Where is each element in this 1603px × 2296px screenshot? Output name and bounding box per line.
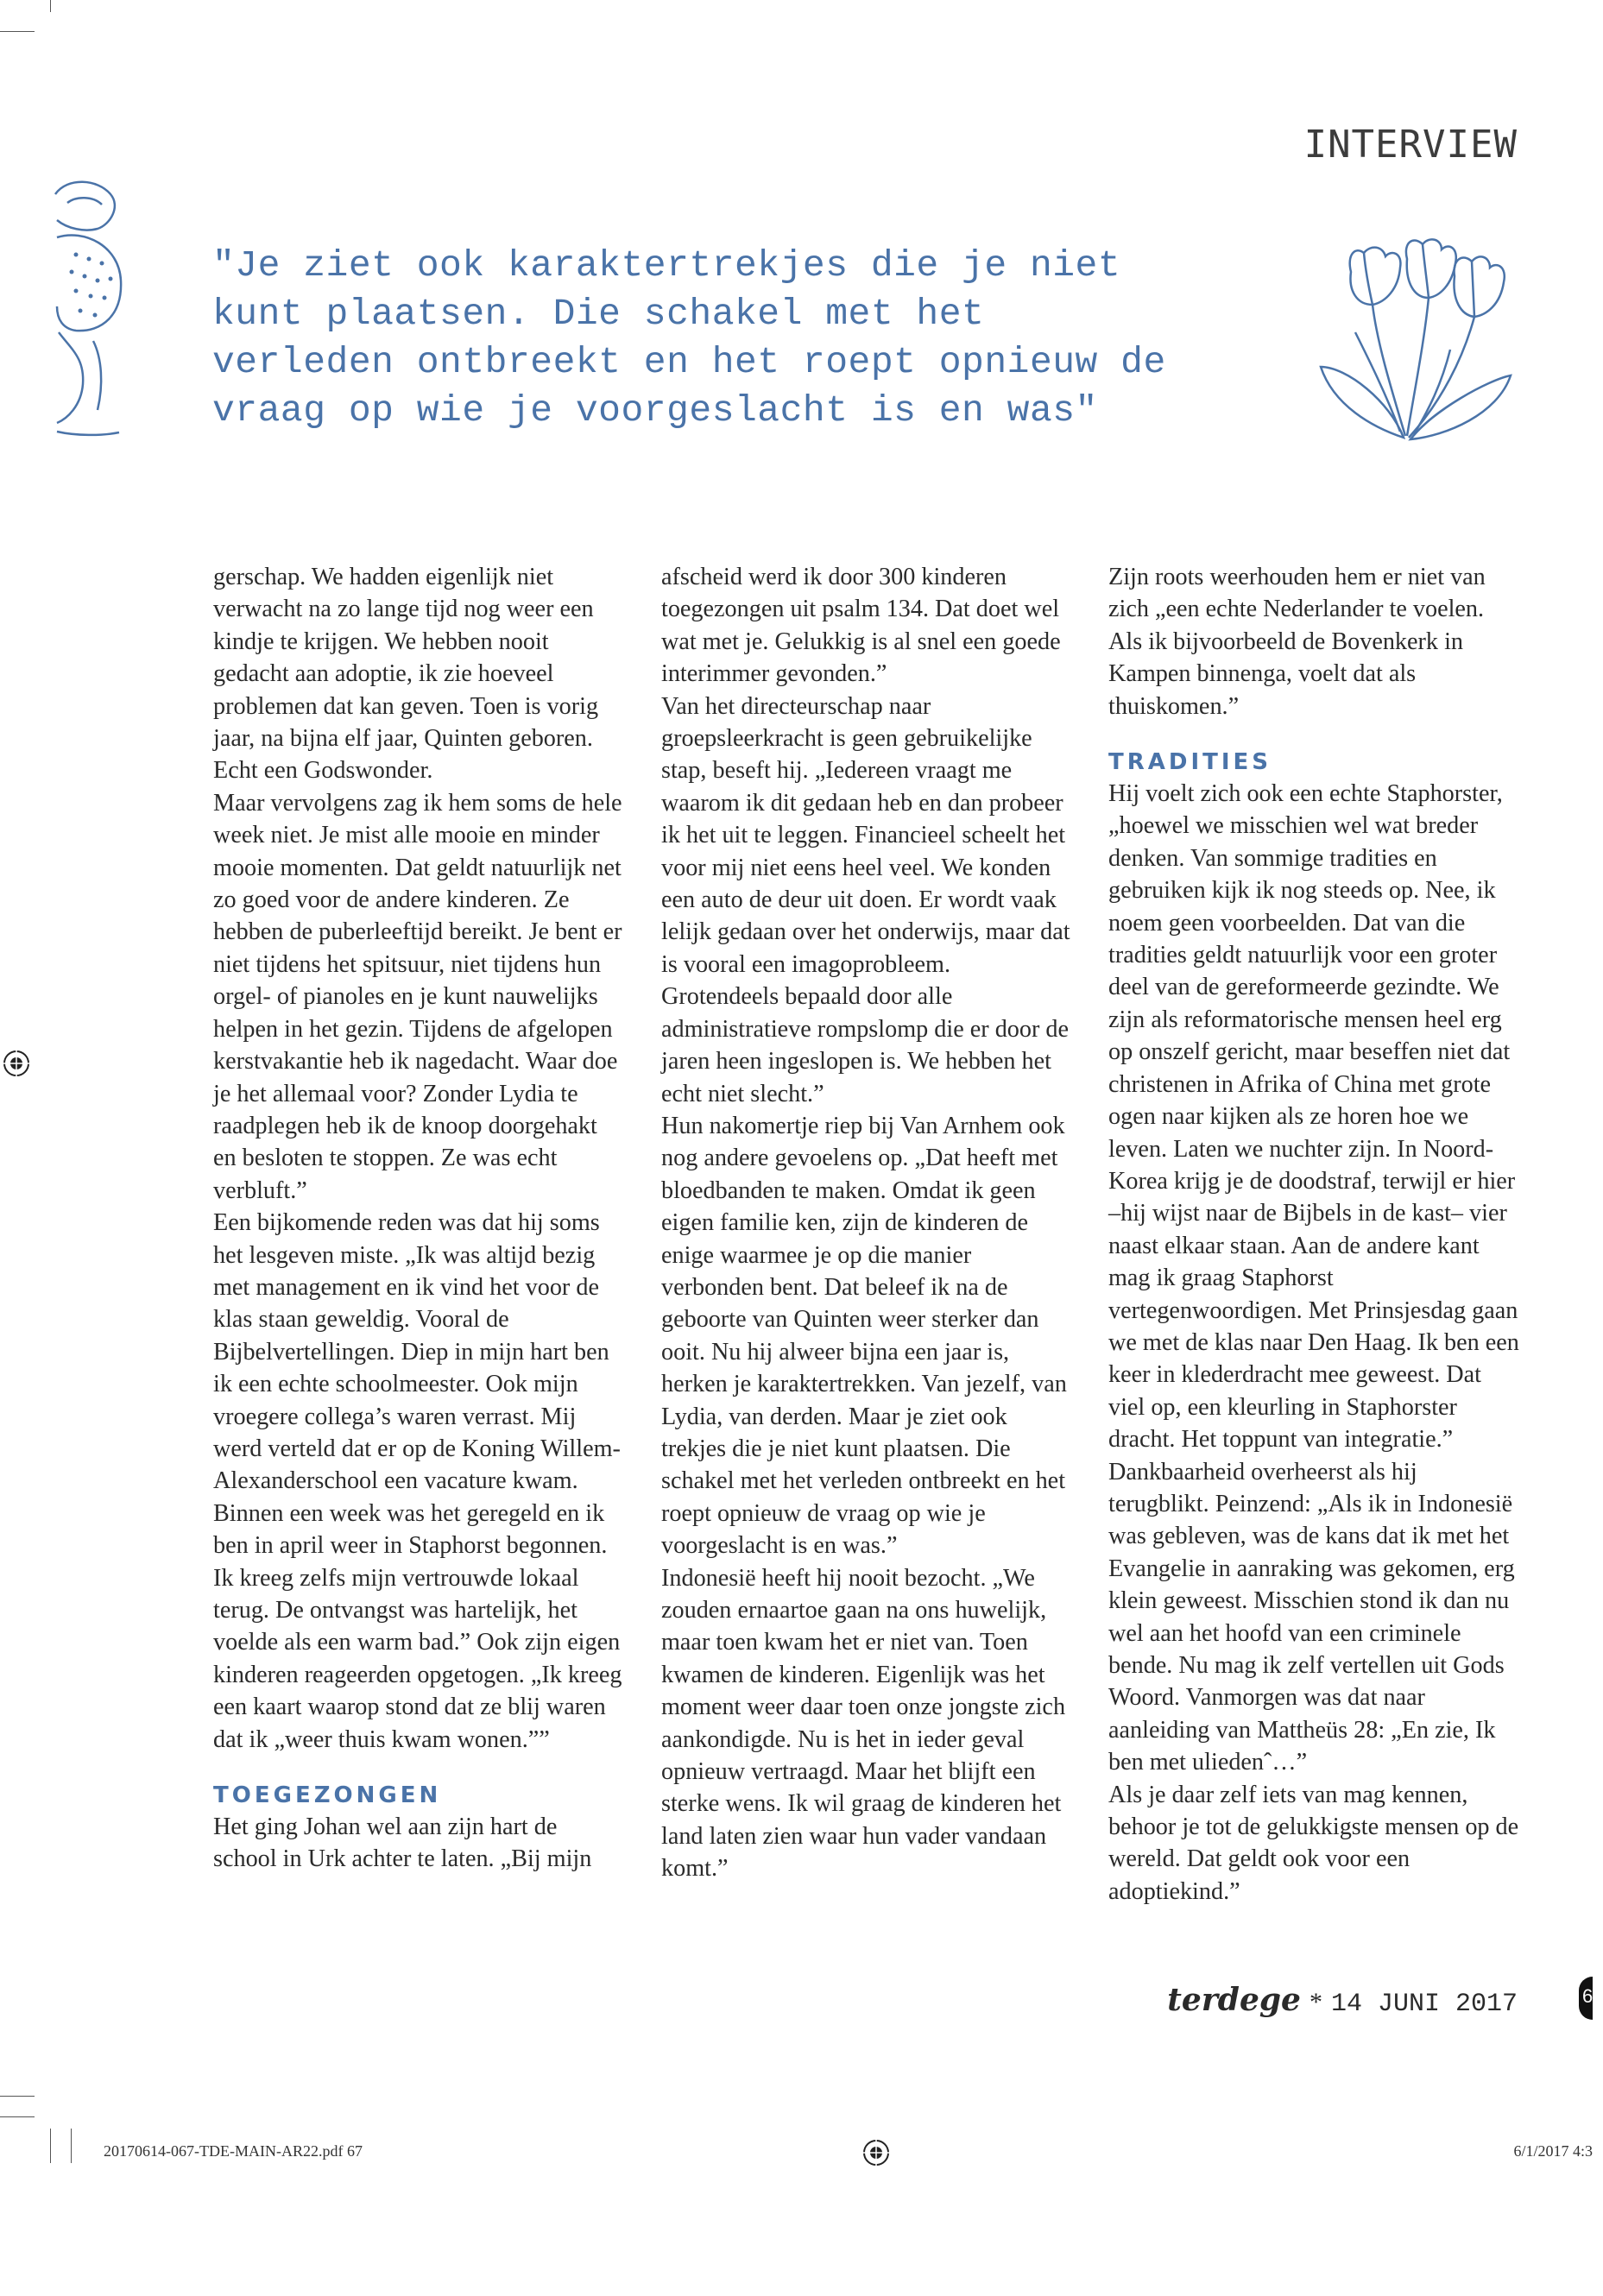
article-column-3 (1108, 561, 1521, 1908)
registration-mark-icon (861, 2138, 891, 2167)
subheading: TRADITIES (1108, 749, 1272, 776)
paragraph: Hij voelt zich ook een echte Staphorster, „hoewel we misschien wel wat breder denken. Van sommige tradities en gebruiken kijk ik nog steeds op. Nee, ik noem geen voorbeelden. Dat van die tradities geldt natuurlijk voor een groter deel van de gereformeerde gezindte. We zijn als reformatorische mensen heel erg op onszelf gericht, maar beseffen niet dat christenen in Afrika of China met grote ogen naar kijken als ze horen hoe we leven. Laten we nuchter zijn. In Noord-Korea krijg je de doodstraf, terwijl er hier –hij wijst naar de Bijbels in de kast– vier naast elkaar staan. Aan de andere kant mag ik graag Staphorst vertegenwoordigen. Met Prinsjesdag gaan we met de klas naar Den Haag. Ik ben een keer in klederdracht mee geweest. Dat viel op, een kleurling in Staphorster dracht. Het toppunt van integratie.” (1108, 780, 1519, 1454)
print-slug-date: 6/1/2017 4:3 (1513, 2142, 1593, 2160)
page-number: 67 (1582, 1985, 1603, 2007)
tulips-illustration (1303, 237, 1528, 462)
paragraph: afscheid werd ik door 300 kinderen toegezongen uit psalm 134. Dat doet wel wat met je. Gelukkig is al snel een goede interimmer gevonden.” (661, 564, 1061, 688)
paragraph: Dankbaarheid overheerst als hij terugblikt. Peinzend: „Als ik in Indonesië was gebleven, was de kans dat ik met het Evangelie in aanraking was gekomen, erg klein geweest. Misschien stond ik dan nu wel aan het hoofd van een criminele bende. Nu mag ik zelf vertellen uit Gods Woord. Vanmorgen was dat naar aanleiding van Mattheüs 28: „En zie, Ik ben met uliedenˆ…” (1108, 1458, 1515, 1776)
paragraph: Van het directeurschap naar groepsleerkracht is geen gebruikelijke stap, beseft hij. „Iedereen vraagt me waarom ik dit gedaan heb en dan probeer ik het uit te leggen. Financieel scheelt het voor mij niet eens heel veel. We konden een auto de deur uit doen. Er wordt vaak lelijk gedaan over het onderwijs, maar dat is vooral een imagoprobleem. Grotendeels bepaald door alle administratieve rompslomp die er door de jaren heen ingeslopen is. We hebben het echt niet slecht.” (661, 692, 1070, 1107)
crop-mark (0, 2116, 35, 2117)
issue-date: 14 JUNI 2017 (1330, 1990, 1518, 2019)
paragraph: Een bijkomende reden was dat hij soms het lesgeven miste. „Ik was altijd bezig met management en ik vind het voor de klas staan geweldig. Vooral de Bijbelvertellingen. Diep in mijn hart ben ik een echte schoolmeester. Ook mijn vroegere collega’s waren verrast. Mij werd verteld dat er op de Koning Willem- Alexanderschool een vacature kwam. Binnen een week was het geregeld en ik ben in april weer in Staphorst begonnen. Ik kreeg zelfs mijn vertrouwde lokaal terug. De ontvangst was hartelijk, het voelde als een warm bad.” Ook zijn eigen kinderen reageerden opgetogen. „Ik kreeg een kaart waarop stond dat ze blij waren dat ik „weer thuis kwam wonen.”” (213, 1209, 622, 1753)
article-column-2 (661, 561, 1074, 1885)
paragraph: Indonesië heeft hij nooit bezocht. „We zouden ernaartoe gaan na ons huwelijk, maar toen kwam het er niet van. Toen kwamen de kinderen. Eigenlijk was het moment weer daar toen onze jongste zich aankondigde. Nu is het in ieder geval opnieuw vertraagd. Maar het blijft een sterke wens. Ik wil graag de kinderen het land laten zien waar hun vader vandaan komt.” (661, 1564, 1066, 1883)
subheading: TOEGEZONGEN (213, 1782, 442, 1809)
paragraph: gerschap. We hadden eigenlijk niet verwacht na zo lange tijd nog weer een kindje te krijgen. We hebben nooit gedacht aan adoptie, ik zie hoeveel problemen dat kan geven. Toen is vorig jaar, na bijna elf jaar, Quinten geboren. Echt een Godswonder. (213, 564, 599, 785)
article-column-1 (213, 561, 626, 1876)
crop-mark (50, 2129, 51, 2163)
registration-mark-icon (2, 1049, 31, 1078)
crop-mark (0, 31, 35, 32)
crop-mark (50, 0, 51, 12)
footer-brand (1167, 1982, 1518, 2019)
page-number-tab (1579, 1977, 1603, 2020)
paragraph: Zijn roots weerhouden hem er niet van zich „een echte Nederlander te voelen. Als ik bijvoorbeeld de Bovenkerk in Kampen binnenga, voelt dat als thuiskomen.” (1108, 564, 1486, 720)
section-label: INTERVIEW (1303, 123, 1518, 167)
figure-illustration (50, 177, 128, 445)
pull-quote: "Je ziet ook karaktertrekjes die je niet kunt plaatsen. Die schakel met het verleden ontbreekt en het roept opnieuw de vraag op wie je voorgeslacht is en was" (212, 244, 1166, 432)
print-slug-file: 20170614-067-TDE-MAIN-AR22.pdf 67 (104, 2142, 363, 2160)
paragraph: Hun nakomertje riep bij Van Arnhem ook nog andere gevoelens op. „Dat heeft met bloedbanden te maken. Omdat ik geen eigen familie ken, zijn de kinderen de enige waarmee je op die manier verbonden bent. Dat beleef ik na de geboorte van Quinten weer sterker dan ooit. Nu hij alweer bijna een jaar is, herken je karaktertrekken. Van jezelf, van Lydia, van derden. Maar je ziet ook trekjes die je niet kunt plaatsen. Die schakel met het verleden ontbreekt en het roept opnieuw de vraag op wie je voorgeslacht is en was.” (661, 1112, 1067, 1560)
crop-mark (0, 2096, 35, 2097)
crop-mark (71, 2129, 72, 2163)
paragraph: Maar vervolgens zag ik hem soms de hele week niet. Je mist alle mooie en minder mooie momenten. Dat geldt natuurlijk net zo goed voor de andere kinderen. Ze hebben de puberleeftijd bereikt. Je bent er niet tijdens het spitsuur, niet tijdens hun orgel- of pianoles en je kunt nauwelijks helpen in het gezin. Tijdens de afgelopen kerstvakantie heb ik nagedacht. Waar doe je het allemaal voor? Zonder Lydia te raadplegen heb ik de knoop doorgehakt en besloten te stoppen. Ze was echt verbluft.” (213, 789, 622, 1204)
separator-icon: * (1309, 1988, 1322, 2016)
paragraph: Als je daar zelf iets van mag kennen, behoor je tot de gelukkigste mensen op de wereld. Dat geldt ook voor een adoptiekind.” (1108, 1781, 1519, 1905)
magazine-logo: terdege (1167, 1982, 1301, 2018)
paragraph: Het ging Johan wel aan zijn hart de school in Urk achter te laten. „Bij mijn (213, 1813, 592, 1873)
